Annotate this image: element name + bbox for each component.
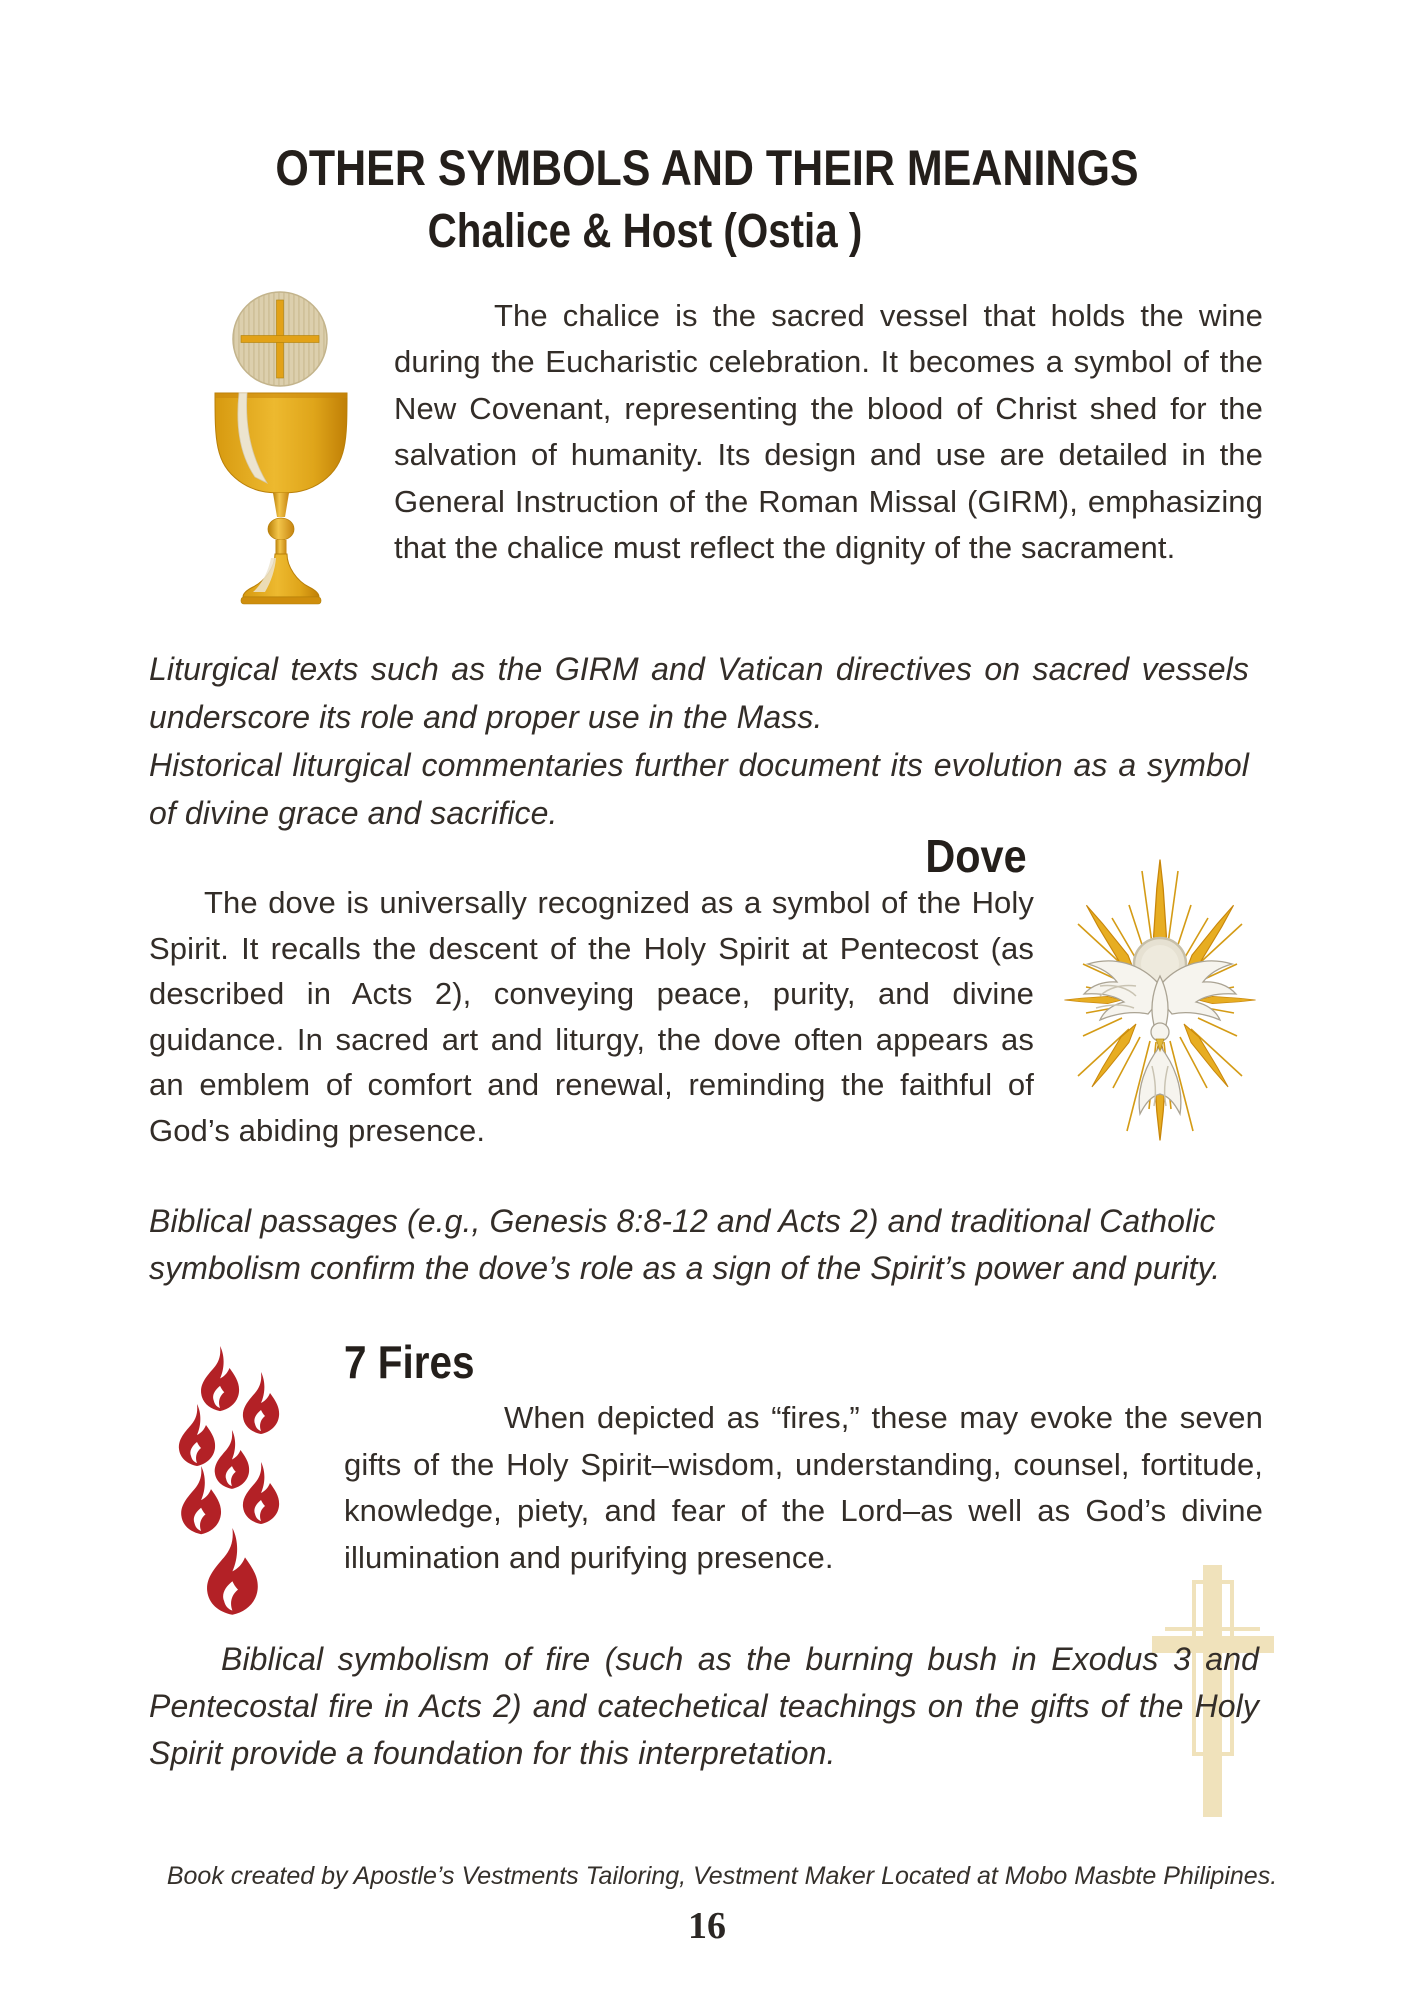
fires-paragraph: When depicted as “fires,” these may evoke the seven gifts of the Holy Spirit–wisdom, understanding, counsel, fortitude, knowledge, piety, and fear of the Lord–as well as God’s divine illumination and purifying presence. <box>344 1400 1263 1576</box>
dove-body <box>1084 961 1236 1114</box>
chalice-note-2: Historical liturgical commentaries further document its evolution as a symbol of divine grace and sacrifice. <box>149 747 1249 831</box>
section-heading-dove: Dove <box>925 830 1027 882</box>
chalice-note-1: Liturgical texts such as the GIRM and Vatican directives on sacred vessels underscore its role and proper use in the Mass. <box>149 651 1249 735</box>
page-number: 16 <box>688 1905 726 1947</box>
chalice-paragraph: The chalice is the sacred vessel that holds the wine during the Eucharistic celebration. It becomes a symbol of the New Covenant, representing the blood of Christ shed for the salvation of humanity. Its design and use are detailed in the General Instruction of the Roman Missal (GIRM), emphasizing that the chalice must reflect the dignity of the sacrament. <box>394 298 1263 566</box>
footer-credit: Book created by Apostle’s Vestments Tailoring, Vestment Maker Located at Mobo Masbte Philipines. <box>166 1862 1278 1890</box>
chalice-notes <box>149 645 1249 837</box>
section-heading-fires: 7 Fires <box>344 1336 475 1388</box>
section-heading-chalice: Chalice & Host (Ostia ) <box>427 205 863 258</box>
seven-fires-icon <box>176 1344 288 1618</box>
chalice-and-host-icon <box>213 290 349 608</box>
dove-paragraph: The dove is universally recognized as a symbol of the Holy Spirit. It recalls the descent of the Holy Spirit at Pentecost (as described in Acts 2), conveying peace, purity, and divine guidance. In sacred art and liturgy, the dove often appears as an emblem of comfort and renewal, reminding the faithful of God’s abiding presence. <box>149 885 1034 1148</box>
fires-note: Biblical symbolism of fire (such as the burning bush in Exodus 3 and Pentecostal fire in Acts 2) and catechetical teachings on the gifts of the Holy Spirit provide a foundation for this interpretation. <box>149 1641 1259 1771</box>
page-title: OTHER SYMBOLS AND THEIR MEANINGS <box>275 140 1139 196</box>
flames <box>179 1346 279 1615</box>
holy-spirit-dove-icon <box>1060 856 1260 1146</box>
dove-note: Biblical passages (e.g., Genesis 8:8-12 and Acts 2) and traditional Catholic symbolism confirm the dove’s role as a sign of the Spirit’s power and purity. <box>149 1203 1221 1286</box>
